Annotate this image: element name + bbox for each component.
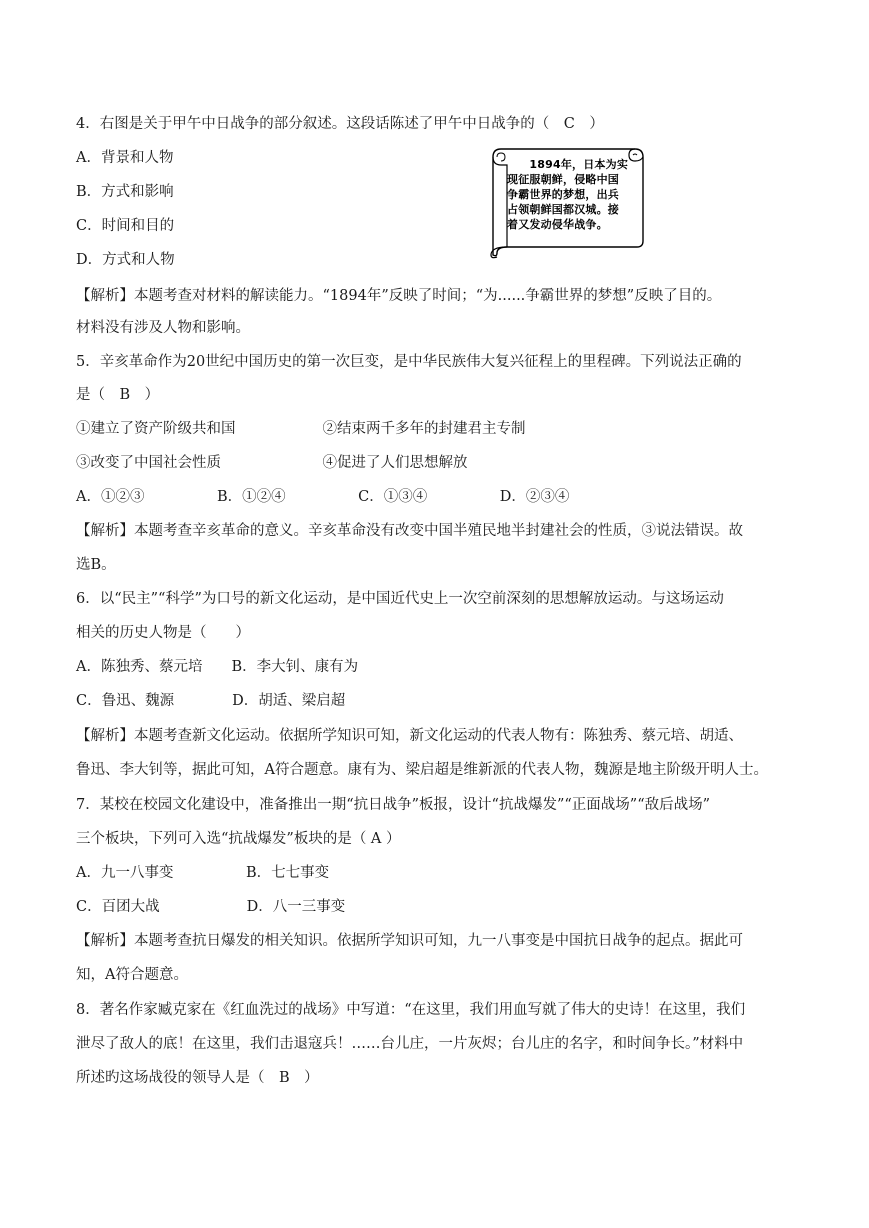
q5-stem-line1: 5．辛亥革命作为20世纪中国历史的第一次巨变，是中华民族伟大复兴征程上的里程碑。下列说法正确的 — [76, 354, 742, 370]
q7-stem-line2: 三个板块，下列可入选“抗战爆发”板块的是（ A ） — [76, 831, 401, 847]
q7-analysis-line1: 【解析】本题考查抗日爆发的相关知识。依据所学知识可知，九一八事变是中国抗日战争的起点。据此可 — [76, 933, 743, 949]
q7-options-a-b: A．九一八事变 B．七七事变 — [76, 865, 330, 881]
scroll-line: 现征服朝鲜，侵略中国 — [507, 173, 619, 186]
q8-stem-line1: 8．著名作家臧克家在《红血洗过的战场》中写道：“在这里，我们用血写就了伟大的史诗！在这里，我们 — [76, 1002, 746, 1018]
q6-stem-line1: 6．以“民主”“科学”为口号的新文化运动，是中国近代史上一次空前深刻的思想解放运动。与这场运动 — [76, 591, 724, 607]
q7-stem-line1: 7．某校在校园文化建设中，准备推出一期“抗日战争”板报，设计“抗战爆发”“正面战场”“敌后战场” — [76, 797, 711, 813]
q7-analysis-line2: 知，A符合题意。 — [76, 967, 188, 983]
q5-stem-line2: 是（ B ） — [76, 387, 160, 403]
q5-analysis-line1: 【解析】本题考查辛亥革命的意义。辛亥革命没有改变中国半殖民地半封建社会的性质，③说法错误。故 — [76, 523, 743, 539]
q4-option-c: C．时间和目的 — [76, 218, 175, 234]
q4-stem: 4．右图是关于甲午中日战争的部分叙述。这段话陈述了甲午中日战争的（ C ） — [76, 116, 604, 132]
scroll-line: 着又发动侵华战争。 — [507, 218, 608, 231]
q5-statements-3-4: ③改变了中国社会性质 ④促进了人们思想解放 — [76, 455, 468, 471]
scroll-text — [507, 157, 631, 232]
q5-options: A．①②③ B．①②④ C．①③④ D．②③④ — [76, 489, 570, 505]
q6-options-a-b: A．陈独秀、蔡元培 B．李大钊、康有为 — [76, 659, 359, 675]
q8-stem-line2: 泄尽了敌人的底！在这里，我们击退寇兵！……台儿庄，一片灰烬；台儿庄的名字，和时间争长。”材料中 — [76, 1036, 744, 1052]
q4-analysis-line2: 材料没有涉及人物和影响。 — [76, 320, 250, 336]
q6-analysis-line1: 【解析】本题考查新文化运动。依据所学知识可知，新文化运动的代表人物有：陈独秀、蔡元培、胡适、 — [76, 728, 743, 744]
q6-options-c-d: C．鲁迅、魏源 D．胡适、梁启超 — [76, 693, 346, 709]
scroll-line: 占领朝鲜国都汉城。接 — [507, 203, 619, 216]
scroll-line: 1894年，日本为实 — [507, 158, 629, 171]
q6-analysis-line2: 鲁迅、李大钊等，据此可知，A符合题意。康有为、梁启超是维新派的代表人物，魏源是地主阶级开明人士。 — [76, 762, 768, 778]
q6-stem-line2: 相关的历史人物是（ ） — [76, 625, 250, 641]
q4-analysis-line1: 【解析】本题考查对材料的解读能力。“1894年”反映了时间；“为......争霸世界的梦想”反映了目的。 — [76, 288, 722, 304]
q4-option-a: A．背景和人物 — [76, 150, 174, 166]
q5-statements-1-2: ①建立了资产阶级共和国 ②结束两千多年的封建君主专制 — [76, 421, 526, 437]
scroll-line: 争霸世界的梦想，出兵 — [507, 188, 619, 201]
q8-stem-line3: 所述旳这场战役的领导人是（ B ） — [76, 1070, 319, 1086]
q4-option-d: D．方式和人物 — [76, 252, 175, 268]
scroll-illustration — [487, 143, 649, 259]
q4-option-b: B．方式和影响 — [76, 184, 174, 200]
q5-analysis-line2: 选B。 — [76, 557, 116, 573]
q7-options-c-d: C．百团大战 D．八一三事变 — [76, 899, 346, 915]
